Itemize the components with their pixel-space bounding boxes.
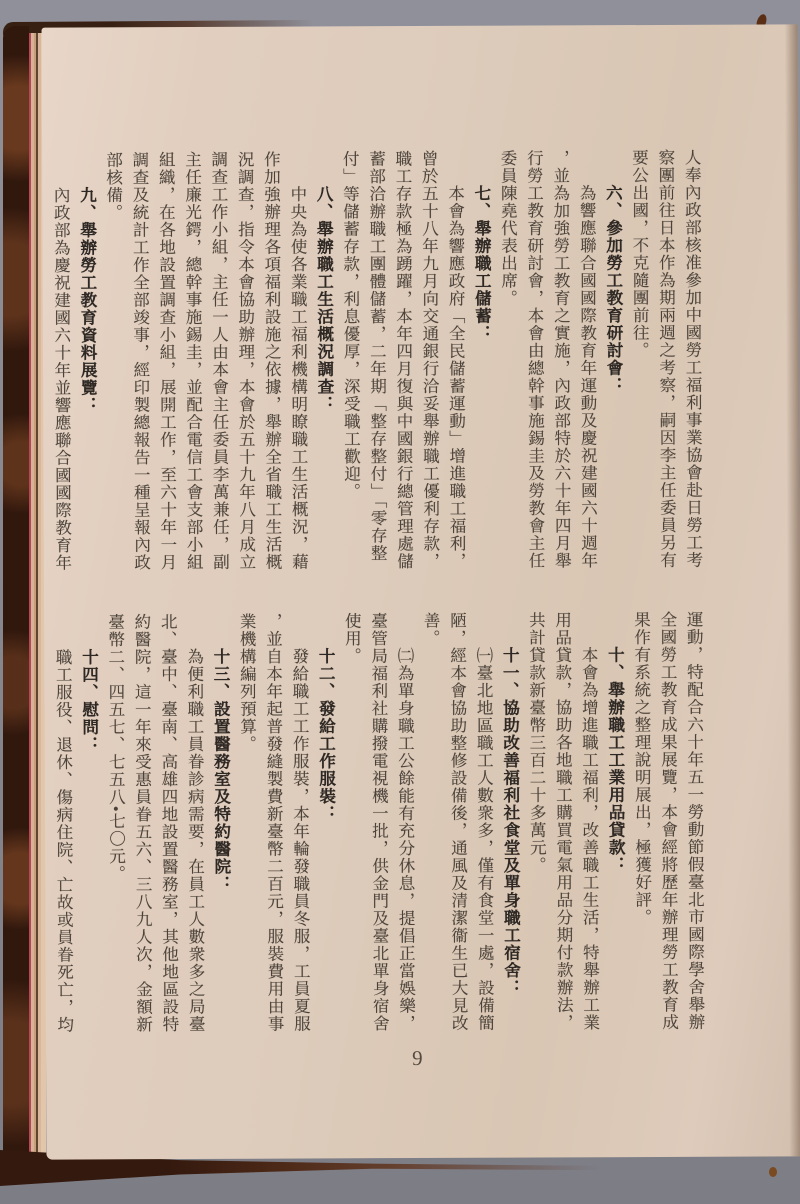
section-heading-column: 十四、慰問：	[79, 613, 99, 754]
text-column: 主任廉光鍔，總幹事施錫圭，並配合電信工會支部小組	[182, 150, 204, 572]
text-column: 職工服役、退休、傷病住院、亡故或員眷死亡，均	[52, 613, 74, 1034]
text-column: 使用。	[342, 612, 362, 665]
paper-speck-bottom	[769, 1167, 777, 1177]
text-column: 本會為響應政府「全民儲蓄運動」增進職工福利，	[445, 149, 467, 570]
section-heading-column: 七、舉辦職工儲蓄：	[471, 149, 492, 343]
section-heading-column: 十三、設置醫務室及特約醫院：	[210, 612, 231, 893]
text-column: 為響應聯合國國際教育年運動及慶祝建國六十週年	[576, 149, 598, 570]
section-heading-column: 十一、協助改善福利社食堂及單身職工宿舍：	[500, 611, 521, 997]
section-heading-column: 十、舉辦職工工業用品貸款：	[605, 611, 626, 874]
text-column: ㈡為單身職工公餘能有充分休息，提倡正當娛樂，	[394, 612, 416, 1033]
text-column: 委員陳堯代表出席。	[497, 149, 518, 308]
text-column: 曾於五十八年九月向交通銀行洽妥舉辦職工優利存款，	[419, 149, 440, 571]
text-column: 職工存款極為踴躍，本年四月復與中國銀行總管理處儲	[392, 150, 414, 571]
book-cover-spine-edge	[3, 26, 29, 1178]
section-heading-column: 六、參加勞工教育研討會：	[603, 149, 624, 395]
text-column: 全國勞工教育成果展覽，本會經將歷年辦理勞工教育成	[657, 610, 679, 1031]
page-number: 9	[411, 1046, 423, 1071]
text-column: 調查及統計工作全部竣事，經印製總報告一種呈報內政	[129, 151, 151, 572]
text-column: 善。	[421, 611, 441, 648]
text-column: 為便利職工員眷診病需要，在員工人數衆多之局臺	[184, 612, 206, 1034]
text-column: 臺幣二、四五七、七五八•七〇元。	[105, 613, 126, 883]
text-column: 行勞工教育研討會，本會由總幹事施錫圭及勞教會主任	[524, 149, 546, 570]
text-column: 運動，特配合六十年五一勞動節假臺北市國際學舍舉辦	[684, 610, 705, 1031]
text-column: 共計貸款新臺幣三百二十多萬元。	[526, 611, 547, 875]
text-column: 組織，在各地設置調查小組，展開工作，至六十年一月	[156, 151, 177, 572]
text-column: 內政部為慶祝建國六十年並響應聯合國國際教育年	[50, 151, 72, 572]
text-column: 發給職工工作服裝，本年輪發職員冬服，工員夏服	[289, 612, 311, 1033]
text-column: ，並自本年起普發縫製費新臺幣二百元，服裝費用由事	[263, 612, 285, 1033]
text-column: 用品貸款，協助各地職工購買電氣用品分期付款辦法，	[552, 611, 574, 1032]
book-page	[42, 24, 800, 1159]
text-band-lower	[48, 611, 708, 1042]
section-heading-column: 九、舉辦勞工教育資料展覽：	[77, 151, 98, 414]
text-column: ㈠臺北地區職工人數衆多，僅有食堂一處，設備簡	[473, 611, 495, 1032]
text-band-upper	[46, 149, 706, 580]
section-heading-column: 十二、發給工作服裝：	[315, 612, 336, 823]
text-column: 調查工作小組，主任一人由本會主任委員李萬兼任，副	[208, 150, 230, 571]
section-heading-column: 八、舉辦職工生活概況調查：	[313, 150, 335, 413]
text-column: 北、臺中、臺南、高雄四地設置醫務室，其他地區設特	[158, 613, 179, 1034]
text-column: ，並為加強勞工教育之實施，內政部特於六十年四月舉	[550, 149, 572, 570]
text-column: 約醫院，這一年來受惠員眷五六、三八九人次，金額新	[131, 613, 153, 1034]
text-column: 要公出國，不克隨團前往。	[629, 149, 650, 360]
text-column: 作加強辦理各項福利設施之依據，舉辦全省職工生活概	[261, 150, 283, 571]
text-column: 臺管局福利社購撥電視機一批，供金門及臺北單身宿舍	[368, 612, 390, 1033]
text-column: 果作有系統之整理說明展出，極獲好評。	[631, 611, 652, 927]
text-column: 蓄部洽辦職工團體儲蓄，二年期「整存整付」「零存整	[366, 150, 388, 562]
text-column: 本會為增進職工福利，改善職工生活，特舉辦工業	[578, 611, 600, 1032]
text-column: 人奉內政部核准參加中國勞工福利事業協會赴日勞工考	[682, 148, 703, 569]
text-column: 部核備。	[103, 151, 123, 222]
text-column: 陋，經本會協助整修設備後，通風及清潔衞生已大見改	[447, 611, 469, 1032]
text-column: 況調查，指令本會協助辦理，本會於五十九年八月成立	[235, 150, 256, 571]
text-column: 察團前往日本作為期兩週之考察，嗣因李主任委員另有	[655, 148, 677, 569]
text-column: 付」等儲蓄存款，利息優厚，深受職工歡迎。	[340, 150, 361, 501]
text-column: 業機構編列預算。	[237, 612, 257, 753]
text-column: 中央為使各業職工福利機構明瞭職工生活概況，藉	[287, 150, 309, 571]
